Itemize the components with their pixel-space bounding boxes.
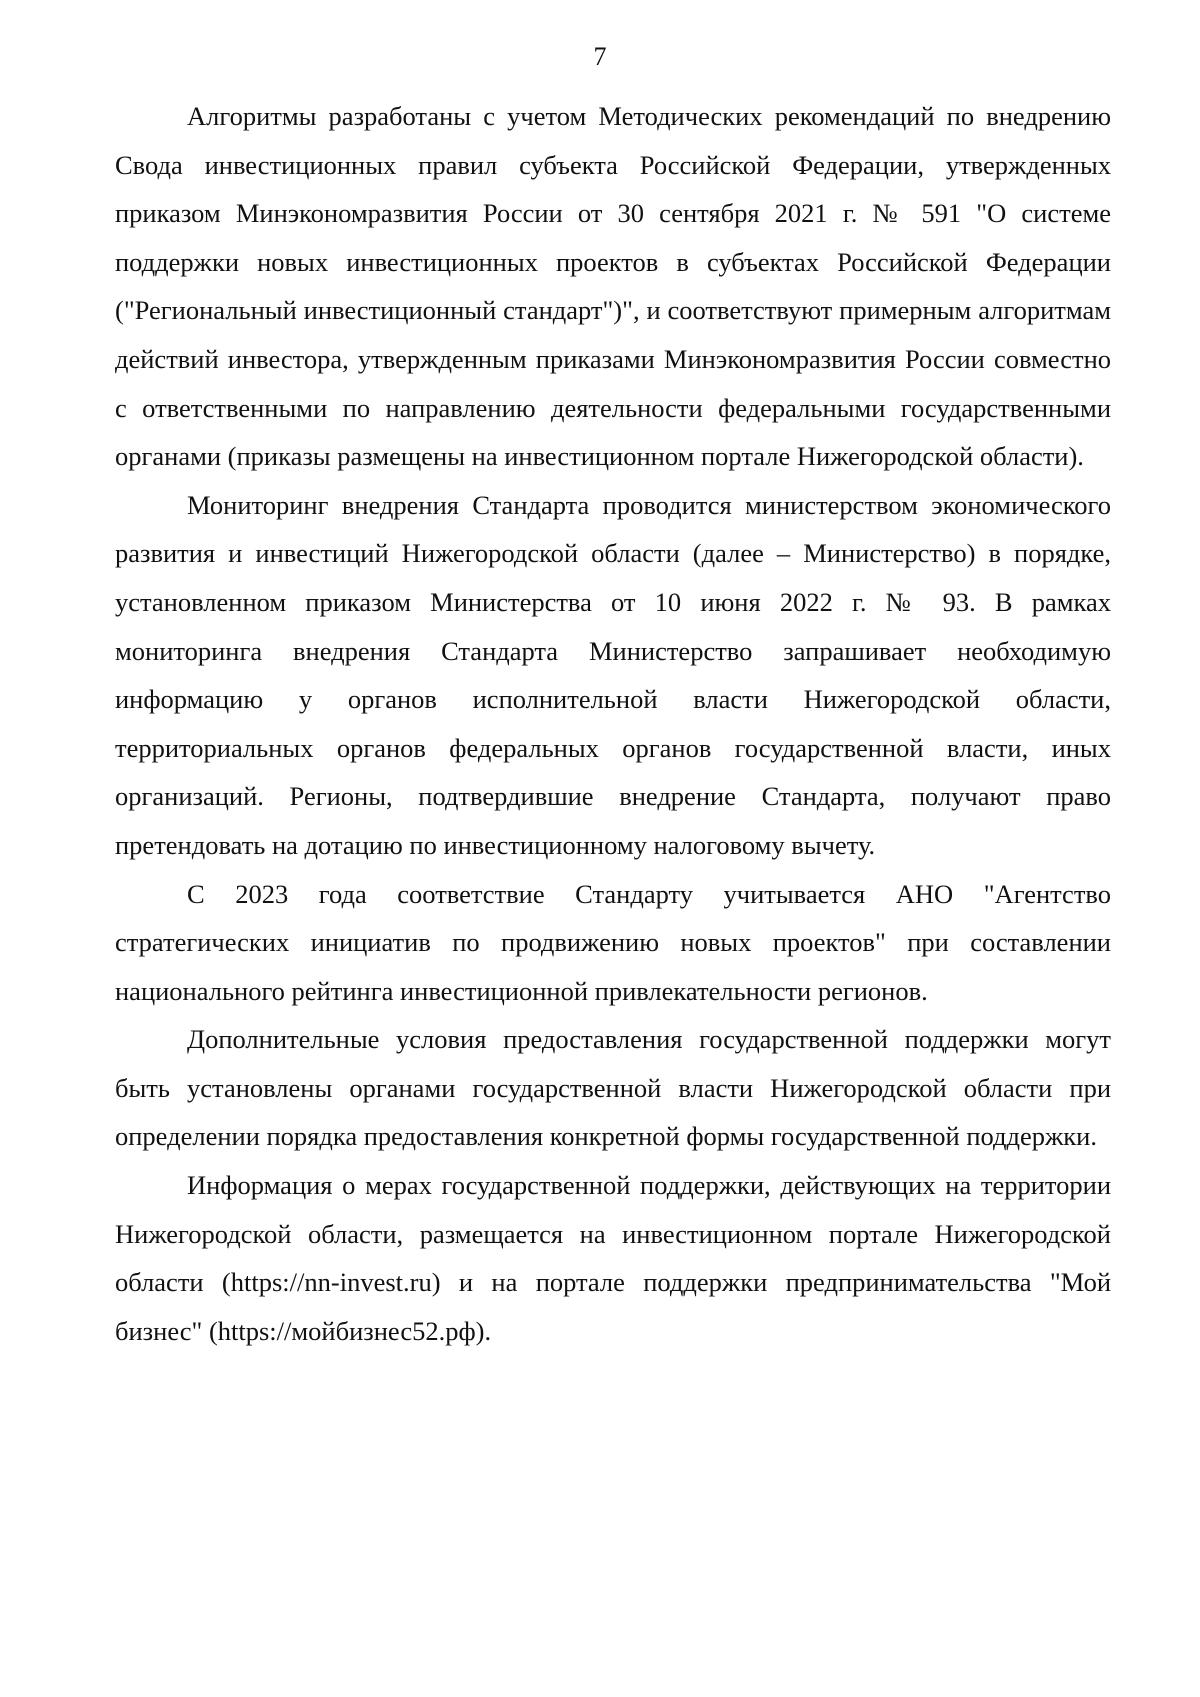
page-number: 7 [593, 42, 607, 71]
paragraph-algorithms: Алгоритмы разработаны с учетом Методических рекомендаций по внедрению Свода инвестиционных правил субъекта Российской Федерации, утвержденных приказом Минэкономразвития России от 30 сентября 2021 г. № 591 "О системе поддержки новых инвестиционных проектов в субъектах Российской Федерации ("Региональный инвестиционный стандарт")", и соответствуют примерным алгоритмам действий инвестора, утвержденным приказами Минэкономразвития России совместно с ответственными по направлению деятельности федеральными государственными органами (приказы размещены на инвестиционном портале Нижегородской области). [115, 101, 1111, 472]
paragraph-additional-conditions: Дополнительные условия предоставления государственной поддержки могут быть установлены органами государственной власти Нижегородской области при определении порядка предоставления конкретной формы государственной поддержки. [115, 1024, 1111, 1152]
paragraph-rating: С 2023 года соответствие Стандарту учитывается АНО "Агентство стратегических инициатив по продвижению новых проектов" при составлении национального рейтинга инвестиционной привлекательности регионов. [115, 878, 1111, 1006]
document-body [115, 92, 1111, 1355]
paragraph-support-information: Информация о мерах государственной поддержки, действующих на территории Нижегородской области, размещается на инвестиционном портале Нижегородской области (https://nn-invest.ru) и на портале поддержки предпринимательства "Мой бизнес" (https://мойбизнес52.рф). [115, 1170, 1111, 1346]
paragraph-monitoring: Мониторинг внедрения Стандарта проводится министерством экономического развития и инвестиций Нижегородской области (далее – Министерство) в порядке, установленном приказом Министерства от 10 июня 2022 г. № 93. В рамках мониторинга внедрения Стандарта Министерство запрашивает необходимую информацию у органов исполнительной власти Нижегородской области, территориальных органов федеральных органов государственной власти, иных организаций. Регионы, подтвердившие внедрение Стандарта, получают право претендовать на дотацию по инвестиционному налоговому вычету. [115, 489, 1111, 860]
